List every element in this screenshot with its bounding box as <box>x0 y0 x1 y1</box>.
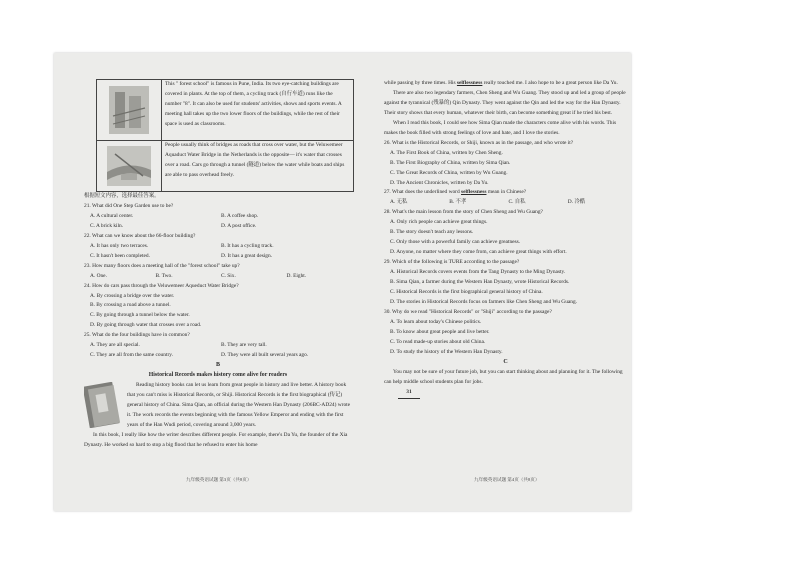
question-stem: 26. What is the Historical Records, or Shiji, known as in the passage, and who wrote it? <box>384 139 574 146</box>
question-stem: 28. What's the main lesson from the story of Chen Sheng and Wu Guang? <box>384 209 543 216</box>
passage-paragraph <box>384 79 627 89</box>
option-b: B. A coffee shop. <box>221 212 259 219</box>
page-footer-left: 九年级英语试题 第3页（共8页） <box>186 477 252 482</box>
option-b: B. They are very tall. <box>221 342 267 349</box>
option-b: B. The First Biography of China, written by Sima Qian. <box>390 159 511 166</box>
table-row <box>97 80 353 141</box>
option-d: D. It has a great design. <box>221 252 273 259</box>
bridge-photo-icon <box>97 141 162 191</box>
underlined-word: selflessness <box>461 189 487 196</box>
left-column <box>84 79 352 451</box>
option-b: B. By crossing a road above a tunnel. <box>90 302 171 309</box>
text-fragment: mean in Chinese? <box>486 189 527 196</box>
campus-photo-icon <box>97 80 162 140</box>
question-23 <box>84 262 352 282</box>
question-stem: 21. What did One Step Garden use to be? <box>84 202 174 209</box>
passage-paragraph: There are also two legendary farmers, Chen Sheng and Wu Guang. They stood up and led a group of people against the tyrannical (残暴的) Qin Dynasty. They went against the Qin and led the way for the Han Dynasty. Their story shows that every human, whatever their birth, can become something great if he tried his best. <box>384 89 626 116</box>
option-c: C. Six. <box>221 272 236 279</box>
option-d: D. They were all built several years ago. <box>221 352 309 359</box>
option-a: A. Historical Records covers events from the Tang Dynasty to the Ming Dynasty. <box>390 269 566 276</box>
option-a: A. One. <box>90 272 107 279</box>
table-cell-text: People usually think of bridges as roads that cross over water, but the Veluwemeer Aquaduct Water Bridge in the Netherlands is the opposite— it's water that crosses over a road. Cars go through a tunnel (隧道) below the water while boats and ships are able to pass overhead freely. <box>165 142 345 178</box>
option-a: A. A cultural center. <box>90 212 134 219</box>
right-column <box>384 79 627 399</box>
table-cell-text: This " forest school" is famous in Pune, India. Its two eye-catching buildings are covered in plants. At the top of them, a cycling track (自行车道) runs like the number "8". It can also be used for students' activities, shows and sports events. A meeting hall takes up the two lower floors of the buildings, while the rest of their space is used as classrooms. <box>165 81 342 127</box>
option-c: C. Only those with a powerful family can achieve greatness. <box>390 239 521 246</box>
option-c: C. To read made-up stories about old China. <box>390 338 486 345</box>
question-stem: 30. Why do we read "Historical Records" or "Shiji" according to the passage? <box>384 308 552 315</box>
table-row <box>97 141 353 191</box>
option-c: C. The Great Records of China, written by Wu Guang. <box>390 169 508 176</box>
option-b: B. 不孝 <box>449 199 467 206</box>
option-d: D. The stories in Historical Records focus on farmers like Chen Sheng and Wu Guang. <box>390 298 578 305</box>
option-b: B. The story doesn't teach any lessons. <box>390 229 474 236</box>
section-b-passage <box>84 381 352 451</box>
option-a: A. The First Book of China, written by Chen Sheng. <box>390 149 503 156</box>
section-c-paragraph: You may not be sure of your future job, but you can start thinking about and planning for it. The following can help middle school students plan for jobs. <box>384 368 623 385</box>
option-a: A. It has only two terraces. <box>90 242 149 249</box>
question-stem: 25. What do the four buildings have in common? <box>84 332 190 339</box>
question-24 <box>84 282 352 332</box>
section-b-paragraph: Reading history books can let us learn from great people in history and live better. A history book that you can't miss is Historical Records, or Shiji. Historical Records is the first biographical (传记) general history of China. Sima Qian, an official during the Western Han Dynasty (206BC-AD24) wrote it. The work records the events beginning with the famous Yellow Emperor and ending with the first years of the Han Wudi period, covering around 3,000 years. <box>127 382 351 428</box>
text-fragment: while passing by three times. His <box>384 80 457 86</box>
section-b-title: Historical Records makes history come alive for readers <box>148 372 288 379</box>
question-26 <box>384 139 627 189</box>
section-letter-c: C <box>503 358 508 365</box>
option-b: B. Sima Qian, a farmer during the Western Han Dynasty, wrote Historical Records. <box>390 279 570 286</box>
option-c: C. 自私 <box>508 199 526 206</box>
question-stem: 23. How many floors does a meeting hall of the "forest school" take up? <box>84 262 240 269</box>
option-d: D. The Ancient Chronicles, written by Da Yu. <box>390 179 489 186</box>
option-d: D. Eight. <box>286 272 307 279</box>
option-c: C. They are all from the same country. <box>90 352 173 359</box>
option-c: C. A brick kiln. <box>90 222 124 229</box>
page-footer-right: 九年级英语试题 第4页（共8页） <box>474 477 540 482</box>
option-a: A. Only rich people can achieve great things. <box>390 219 488 226</box>
question-21 <box>84 202 352 232</box>
question-stem <box>384 188 627 198</box>
section-letter-b: B <box>215 362 220 369</box>
underlined-word: selflessness <box>456 80 483 86</box>
answer-blank-line <box>384 388 627 399</box>
option-a: A. By crossing a bridge over the water. <box>90 292 175 299</box>
option-c: C. It hasn't been completed. <box>90 252 150 259</box>
question-29 <box>384 258 627 308</box>
question-stem: 22. What can we know about the 66-floor building? <box>84 232 196 239</box>
option-c: C. Historical Records is the first biographical general history of China. <box>390 289 543 296</box>
option-b: B. It has a cycling track. <box>221 242 274 249</box>
option-d: D. To study the history of the Western Han Dynasty. <box>390 348 503 355</box>
question-stem: 24. How do cars pass through the Veluwemeer Aqueduct Water Bridge? <box>84 282 239 289</box>
text-fragment: really touched me. I also hope to be a great person like Da Yu. <box>482 80 618 86</box>
text-fragment: 27. What does the underlined word <box>384 189 461 196</box>
question-stem: 29. Which of the following is TURE according to the passage? <box>384 259 520 266</box>
passage-paragraph: When I read this book, I could see how Sima Qian made the characters come alive with his words. This makes the book filled with strong feelings of love and hate, and I love the stories. <box>384 119 617 136</box>
question-22 <box>84 232 352 262</box>
question-25 <box>84 331 352 361</box>
option-a: A. To learn about today's Chinese politics. <box>390 318 482 325</box>
option-d: D. 冷酷 <box>567 199 586 206</box>
option-d: D. Anyone, no matter where they come from, can achieve great things with effort. <box>390 249 567 256</box>
book-cover-icon <box>84 382 122 428</box>
option-a: A. 无私 <box>390 199 408 206</box>
reading-table <box>96 79 354 192</box>
blank-number: 31 <box>398 388 420 399</box>
question-28 <box>384 208 627 258</box>
question-30 <box>384 308 627 358</box>
scanned-exam-sheet <box>54 53 631 511</box>
option-d: D. A post office. <box>221 222 257 229</box>
option-d: D. By going through water that crosses over a road. <box>90 322 202 329</box>
option-b: B. To know about great people and live better. <box>390 328 490 335</box>
section-b-paragraph: In this book, I really like how the writer describes different people. For example, there's Da Yu, the founder of the Xia Dynasty. He worked so hard to stop a big flood that he refused to enter his home <box>84 431 348 448</box>
option-a: A. They are all special. <box>90 342 140 349</box>
option-b: B. Two. <box>155 272 173 279</box>
instruction-text: 根据短文内容，选择最佳答案。 <box>84 193 160 199</box>
option-c: C. By going through a tunnel below the water. <box>90 312 190 319</box>
question-27 <box>384 188 627 208</box>
